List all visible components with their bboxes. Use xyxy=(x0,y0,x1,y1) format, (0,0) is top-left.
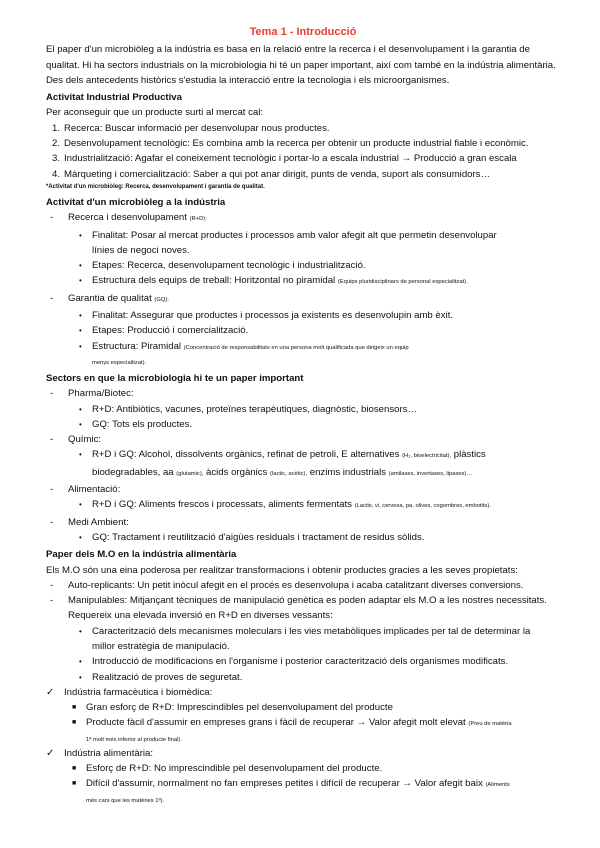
square-bullet-item: ■ Gran esforç de R+D: Imprescindibles pel desenvolupament del producte xyxy=(46,700,560,715)
intro-paragraph: El paper d'un microbiòleg a la indústria es basa en la relació entre la recerca i el desenvolupament i la garantia de qualitat. Hi ha sectors industrials on la microbiologia hi té un paper important, així com també en la indústria alimentària. Des dels antecedents històrics s'estudia la interacció entre la tecnologia i els microorganismes. xyxy=(46,44,556,86)
numbered-item: 3. Industrialització: Agafar el coneixement tecnològic i portar-lo a escala industrial → Producció a gran escala xyxy=(52,153,517,165)
bullet-continuation: millor estratègia de manipulació. xyxy=(92,640,230,652)
square-bullet-item: ■ Producte fàcil d'assumir en empreses grans i fàcil de recuperar → Valor afegit molt elevat (Preu de matèria xyxy=(46,715,560,732)
bullet-item: • R+D i GQ: Alcohol, dissolvents orgànics, refinat de petroli, E alternatives (H₂, bioelectricitat), plàstics xyxy=(79,449,486,461)
section-heading-microbiologist: Activitat d'un microbiòleg a la indústria xyxy=(46,196,226,208)
checkmark-icon: ✓ xyxy=(46,747,55,759)
bullet-item: • Finalitat: Posar al mercat productes i processos amb valor afegit alt que permetin desenvolupar xyxy=(79,229,497,241)
bullet-continuation: biodegradables, aa (glutamic), àcids orgànics (lactic, acètic), enzims industrials (amilases, invertases, lipases)… xyxy=(92,466,473,478)
bullet-item: • Caracterització dels mecanismes moleculars i les vies metabòliques implicades per tal de determinar la xyxy=(79,625,531,637)
bullet-item: • R+D: Antibiòtics, vacunes, proteïnes terapèutiques, diagnòstic, biosensors… xyxy=(79,403,418,415)
check-item: ✓ Indústria farmacèutica i biomèdica: xyxy=(46,685,560,700)
bullet-continuation: 1ª molt més inferior al producte final). xyxy=(86,736,182,743)
section-heading-sectors: Sectors en que la microbiologia hi te un paper important xyxy=(46,372,304,384)
dash-item: - Alimentació: xyxy=(50,484,121,496)
square-bullet-icon: ■ xyxy=(72,719,77,727)
dash-item: - Medi Ambient: xyxy=(50,516,129,528)
section-lead: Per aconseguir que un producte surti al mercat cal: xyxy=(46,107,264,119)
page-title: Tema 1 - Introducció xyxy=(249,26,357,38)
bullet-item: • Etapes: Recerca, desenvolupament tecnològic i industrialització. xyxy=(79,260,366,272)
document-page xyxy=(46,25,560,807)
bullet-item: • Introducció de modificacions en l'organisme i posterior caracterització dels organismes modificats. xyxy=(79,656,509,668)
bullet-item: • GQ: Tractament i reutilització d'aigües residuals i tractament de residus sòlids. xyxy=(79,531,425,543)
bullet-item: • Estructura: Piramidal (Concentració de responsabilitats en una persona molt qualificada que dirigeix un equip xyxy=(79,340,409,352)
section-heading-food: Paper dels M.O en la indústria alimentària xyxy=(46,549,237,561)
square-bullet-icon: ■ xyxy=(72,780,77,788)
dash-item: - Recerca i desenvolupament (R+D): xyxy=(50,212,207,224)
check-item: ✓ Indústria alimentària: xyxy=(46,746,560,761)
square-bullet-item: ■ Difícil d'assumir, normalment no fan empreses petites i difícil de recuperar → Valor afegit baix (Aliments xyxy=(46,776,560,793)
dash-item: - Auto-replicants: Un petit inòcul afegit en el procés es desenvolupa i acaba catalitzant diverses conversions. xyxy=(50,579,524,591)
checkmark-icon: ✓ xyxy=(46,686,55,698)
bullet-item: • Estructura dels equips de treball: Horitzontal no piramidal (Equips pluridisciplinars de personal especialitzat). xyxy=(79,275,468,287)
bullet-item: • R+D i GQ: Aliments frescos i processats, aliments fermentats (Lactis, vi, cervesa, pa, olives, cogombres, embotits). xyxy=(79,499,491,511)
section-heading-industrial: Activitat Industrial Productiva xyxy=(46,92,182,104)
numbered-item: 1. Recerca: Buscar informació per desenvolupar nous productes. xyxy=(52,122,330,134)
dash-item: - Pharma/Biotec: xyxy=(50,388,134,400)
square-bullet-icon: ■ xyxy=(72,765,77,773)
numbered-item: 4. Màrqueting i comercialització: Saber a qui pot anar dirigit, punts de venda, suport als consumidors… xyxy=(52,168,491,180)
bullet-item: • Realització de proves de seguretat. xyxy=(79,671,243,683)
dash-item: - Garantia de qualitat (GQ): xyxy=(50,292,169,304)
bullet-item: • GQ: Tots els productes. xyxy=(79,418,193,430)
footnote: *Activitat d'un microbiòleg: Recerca, desenvolupament i garantia de qualitat. xyxy=(46,183,265,190)
dash-continuation: Requereix una elevada inversió en R+D en diverses vessants: xyxy=(68,610,333,622)
dash-item: - Químic: xyxy=(50,434,102,446)
bullet-continuation: més cars que les matèries 1ª). xyxy=(86,797,165,804)
square-bullet-item: ■ Esforç de R+D: No imprescindible pel desenvolupament del producte. xyxy=(46,761,560,776)
numbered-item: 2. Desenvolupament tecnològic: Es combina amb la recerca per obtenir un producte industrial fiable i econòmic. xyxy=(52,138,529,150)
bullet-continuation: menys especialitzat). xyxy=(92,359,147,366)
square-bullet-icon: ■ xyxy=(72,704,77,712)
bullet-item: • Etapes: Producció i comercialització. xyxy=(79,325,249,337)
bullet-continuation: línies de negoci noves. xyxy=(92,244,190,256)
dash-item: - Manipulables: Mitjançant tècniques de manipulació genètica es poden adaptar els M.O a les nostres necessitats. xyxy=(50,595,547,607)
bullet-item: • Finalitat: Assegurar que productes i processos ja existents es desenvolupin amb èxit. xyxy=(79,310,454,322)
section-lead: Els M.O són una eina poderosa per realitzar transformacions i obtenir productes gracies a les seves propietats: xyxy=(46,564,518,576)
